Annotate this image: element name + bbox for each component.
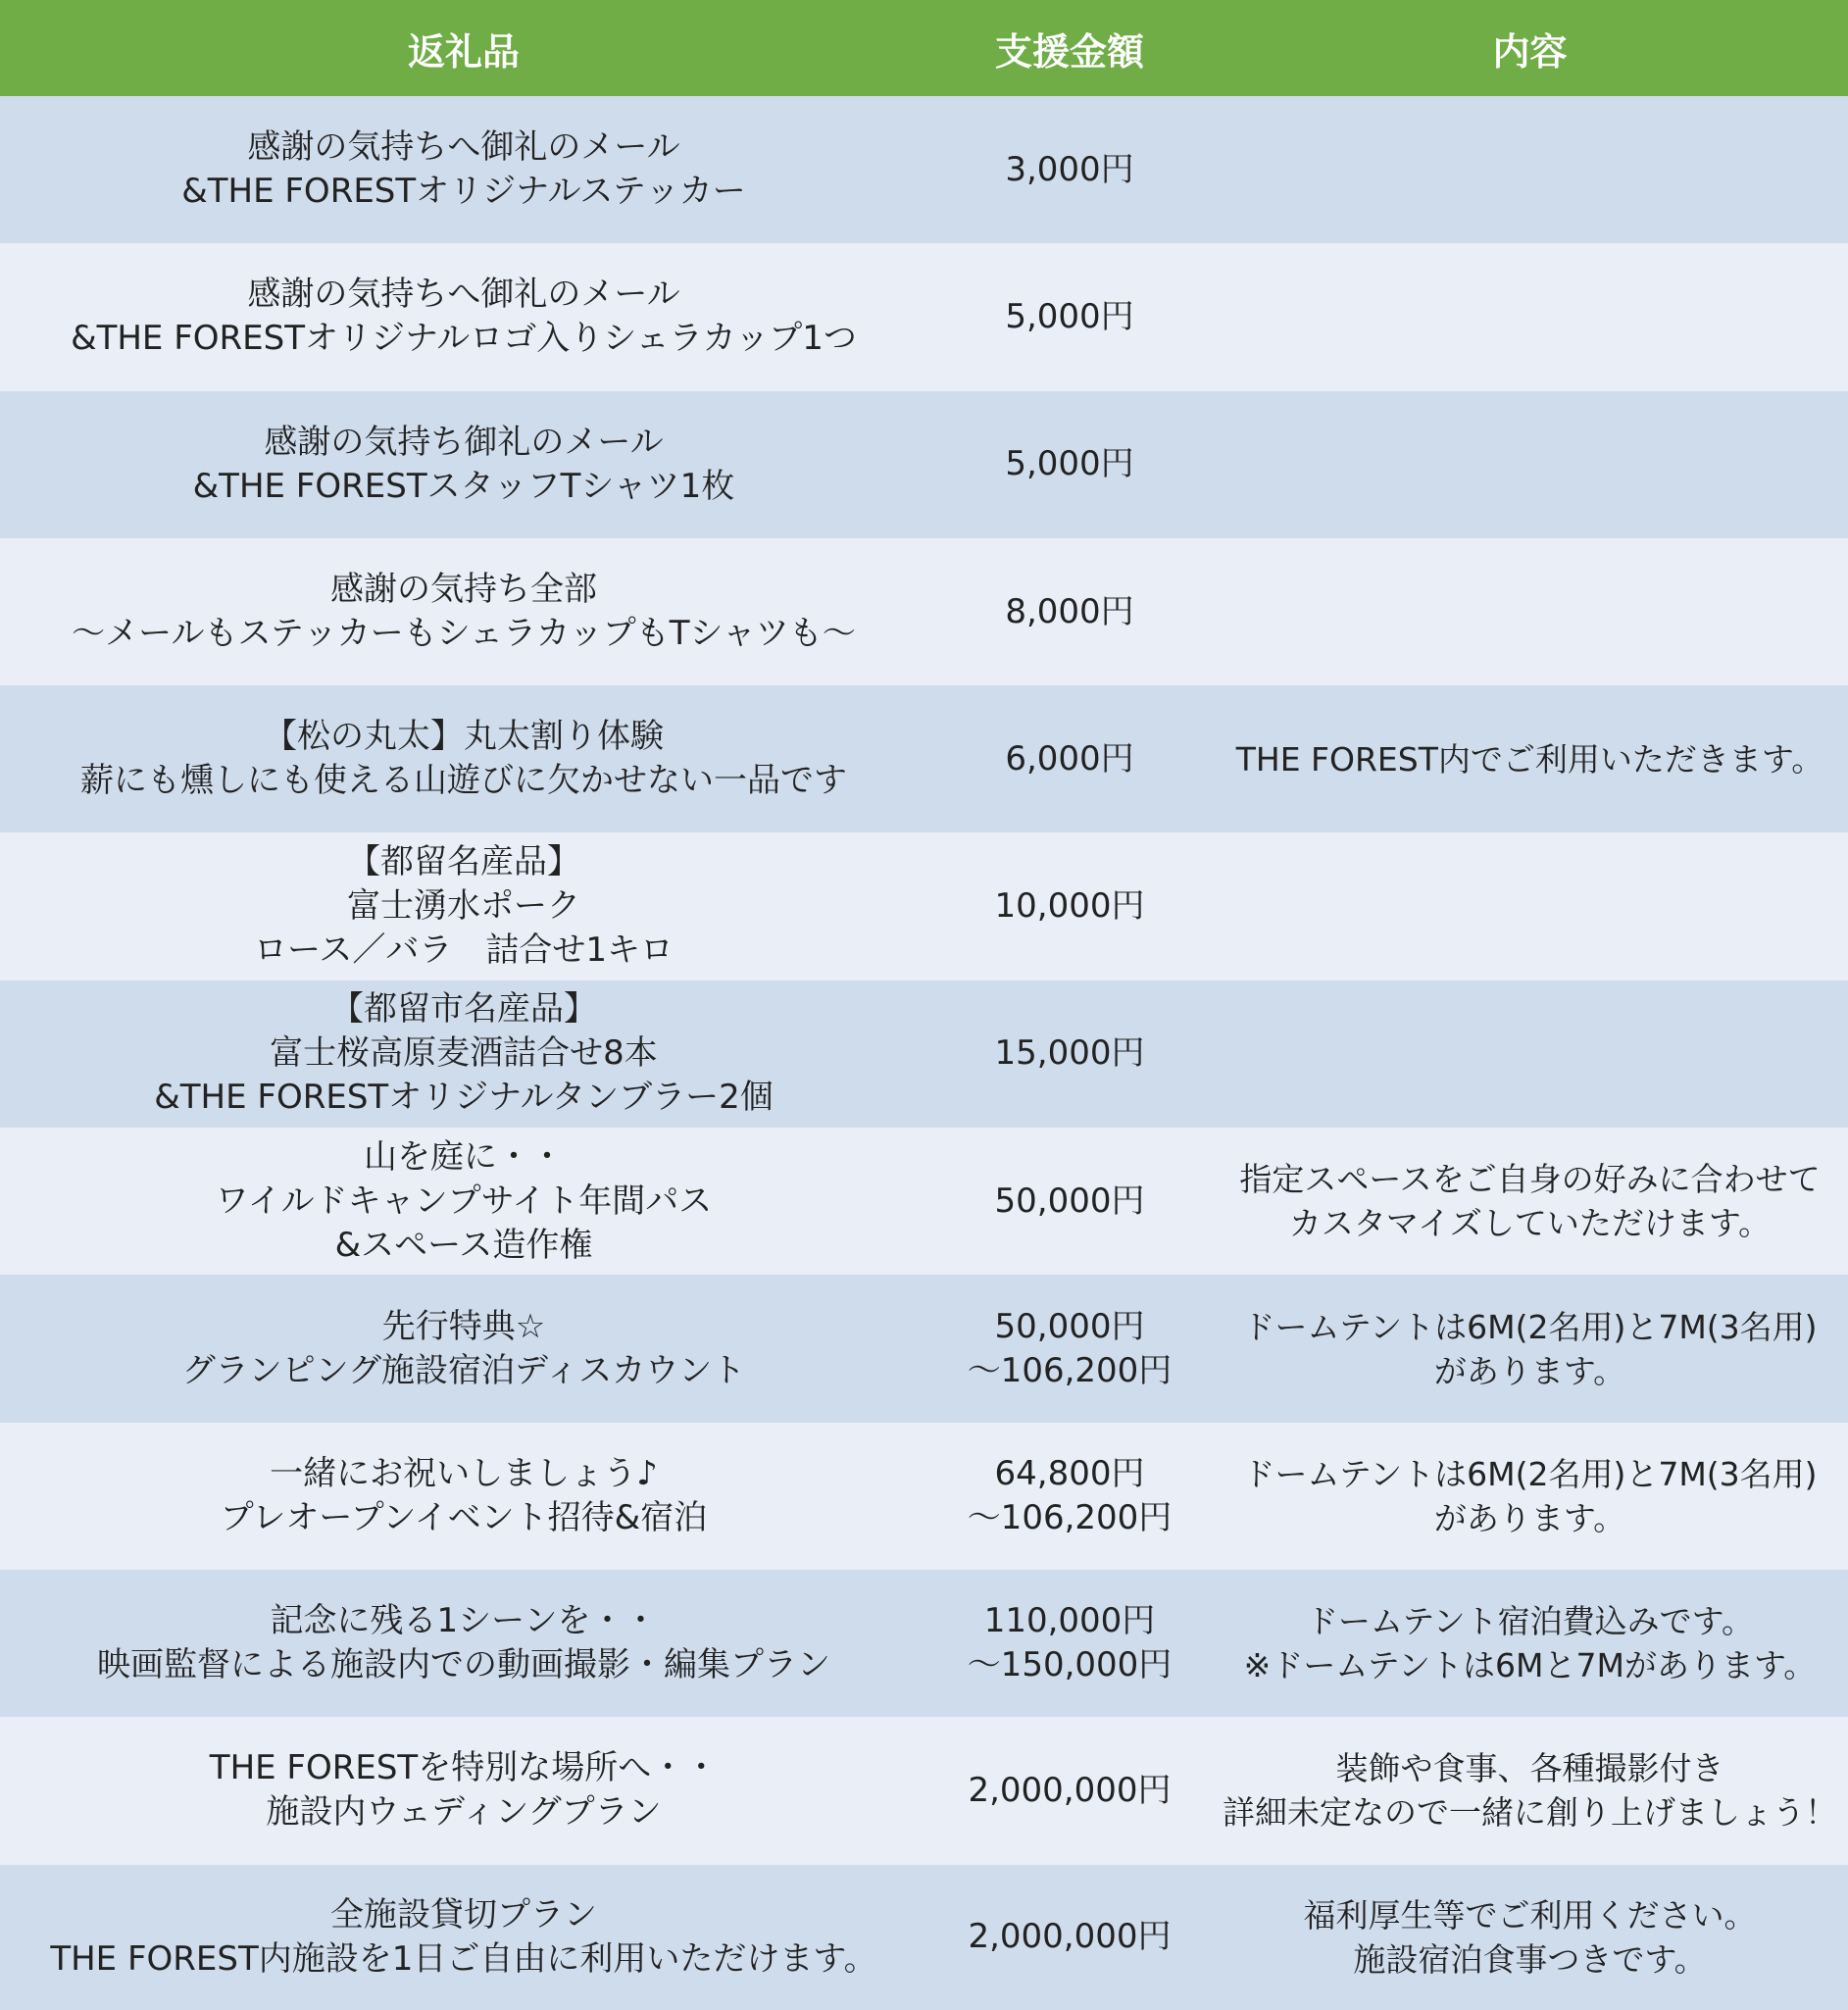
amount-cell: 5,000円 xyxy=(927,391,1212,538)
table-row xyxy=(0,538,1848,685)
reward-cell: 【都留市名産品】 富士桜高原麦酒詰合せ8本 &THE FORESTオリジナルタンブラー2個 xyxy=(0,980,927,1128)
table-row xyxy=(0,685,1848,832)
table-row xyxy=(0,243,1848,390)
table-row xyxy=(0,1717,1848,1864)
table-row xyxy=(0,980,1848,1128)
amount-cell: 2,000,000円 xyxy=(927,1717,1212,1864)
content-cell xyxy=(1212,538,1848,685)
content-cell xyxy=(1212,96,1848,243)
table-row xyxy=(0,1128,1848,1275)
content-cell: 装飾や食事、各種撮影付き 詳細未定なので一緒に創り上げましょう！ xyxy=(1212,1717,1848,1864)
amount-cell: 110,000円 ～150,000円 xyxy=(927,1570,1212,1717)
content-cell: 指定スペースをご自身の好みに合わせて カスタマイズしていただけます。 xyxy=(1212,1128,1848,1275)
reward-cell: 感謝の気持ちへ御礼のメール &THE FORESTオリジナルステッカー xyxy=(0,96,927,243)
reward-cell: 一緒にお祝いしましょう♪ プレオープンイベント招待&宿泊 xyxy=(0,1423,927,1570)
content-cell: ドームテントは6M(2名用)と7M(3名用) があります。 xyxy=(1212,1275,1848,1422)
table-row xyxy=(0,1423,1848,1570)
content-cell: ドームテントは6M(2名用)と7M(3名用) があります。 xyxy=(1212,1423,1848,1570)
reward-cell: THE FORESTを特別な場所へ・・ 施設内ウェディングプラン xyxy=(0,1717,927,1864)
header-reward: 返礼品 xyxy=(0,0,927,96)
header-amount: 支援金額 xyxy=(927,0,1212,96)
content-cell xyxy=(1212,391,1848,538)
table-row xyxy=(0,1570,1848,1717)
content-cell: 福利厚生等でご利用ください。 施設宿泊食事つきです。 xyxy=(1212,1865,1848,2010)
table-row xyxy=(0,832,1848,980)
content-cell: ドームテント宿泊費込みです。 ※ドームテントは6Mと7Mがあります。 xyxy=(1212,1570,1848,1717)
amount-cell: 6,000円 xyxy=(927,685,1212,832)
content-cell xyxy=(1212,832,1848,980)
table-row xyxy=(0,96,1848,243)
reward-cell: 【都留名産品】 富士湧水ポーク ロース／バラ 詰合せ1キロ xyxy=(0,832,927,980)
amount-cell: 50,000円 ～106,200円 xyxy=(927,1275,1212,1422)
amount-cell: 10,000円 xyxy=(927,832,1212,980)
amount-cell: 5,000円 xyxy=(927,243,1212,390)
amount-cell: 15,000円 xyxy=(927,980,1212,1128)
content-cell xyxy=(1212,243,1848,390)
header-content: 内容 xyxy=(1212,0,1848,96)
amount-cell: 2,000,000円 xyxy=(927,1865,1212,2010)
content-cell: THE FOREST内でご利用いただきます。 xyxy=(1212,685,1848,832)
reward-cell: 感謝の気持ち全部 ～メールもステッカーもシェラカップもTシャツも～ xyxy=(0,538,927,685)
reward-cell: 【松の丸太】丸太割り体験 薪にも燻しにも使える山遊びに欠かせない一品です xyxy=(0,685,927,832)
reward-cell: 先行特典☆ グランピング施設宿泊ディスカウント xyxy=(0,1275,927,1422)
reward-cell: 全施設貸切プラン THE FOREST内施設を1日ご自由に利用いただけます。 xyxy=(0,1865,927,2010)
table-row xyxy=(0,1865,1848,2010)
amount-cell: 3,000円 xyxy=(927,96,1212,243)
reward-cell: 記念に残る1シーンを・・ 映画監督による施設内での動画撮影・編集プラン xyxy=(0,1570,927,1717)
amount-cell: 8,000円 xyxy=(927,538,1212,685)
amount-cell: 50,000円 xyxy=(927,1128,1212,1275)
header-row xyxy=(0,0,1848,96)
table-row xyxy=(0,1275,1848,1422)
content-cell xyxy=(1212,980,1848,1128)
reward-cell: 山を庭に・・ ワイルドキャンプサイト年間パス &スペース造作権 xyxy=(0,1128,927,1275)
reward-cell: 感謝の気持ちへ御礼のメール &THE FORESTオリジナルロゴ入りシェラカップ1つ xyxy=(0,243,927,390)
reward-cell: 感謝の気持ち御礼のメール &THE FORESTスタッフTシャツ1枚 xyxy=(0,391,927,538)
table-row xyxy=(0,391,1848,538)
amount-cell: 64,800円 ～106,200円 xyxy=(927,1423,1212,1570)
